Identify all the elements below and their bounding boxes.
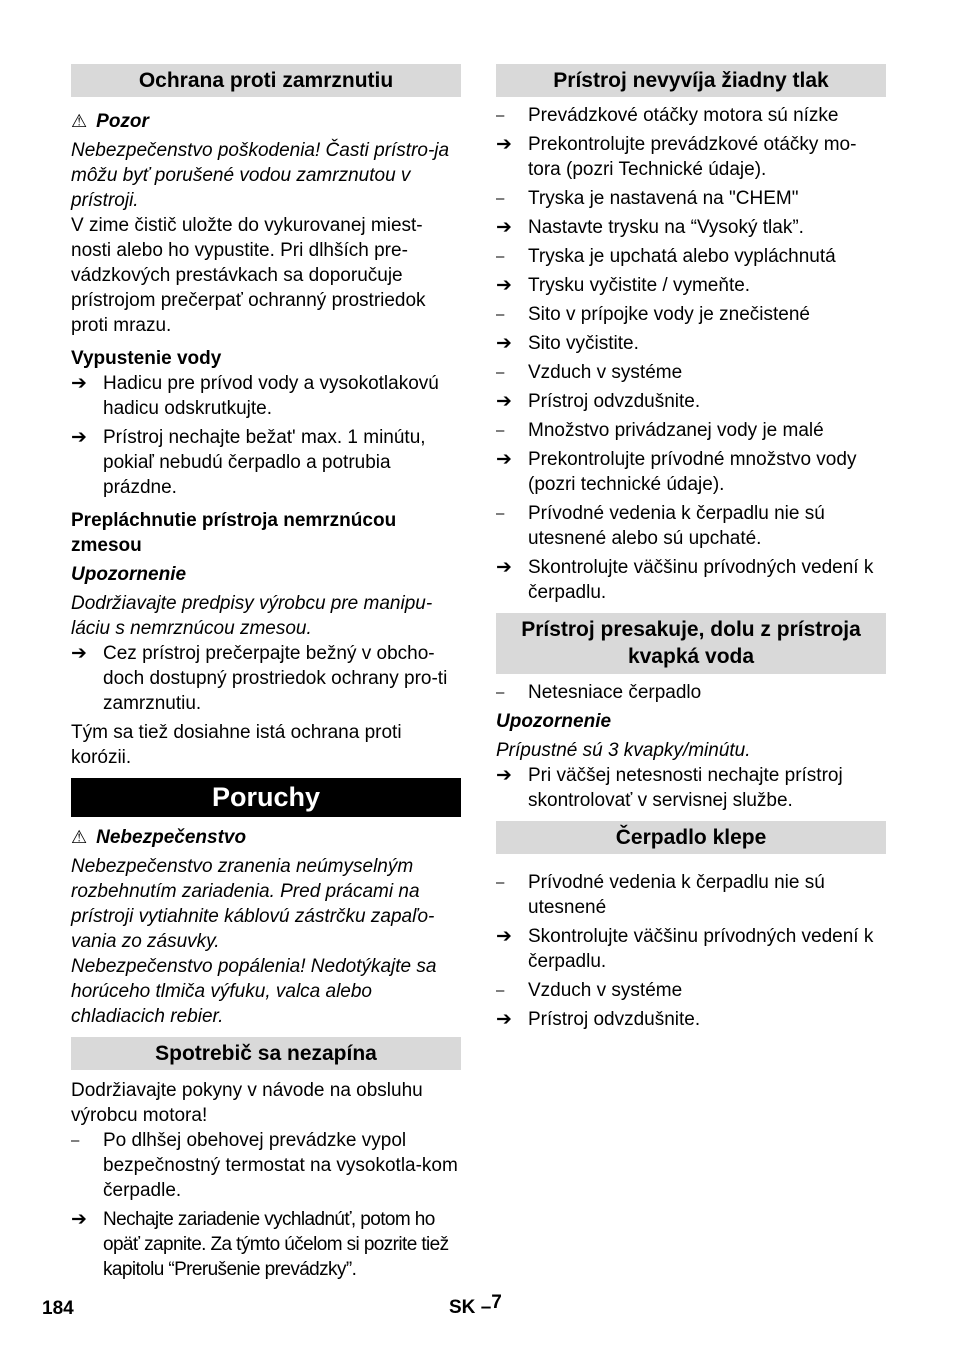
arrow-right-icon: ➔ <box>71 1209 87 1230</box>
arrow-right-icon: ➔ <box>496 275 512 296</box>
fault-remedy: ➔ Prekontrolujte prívodné množstvo vody (pozri technické údaje). <box>496 449 857 495</box>
section-heading-frost: Ochrana proti zamrznutiu <box>71 64 461 97</box>
flush-step: ➔ Cez prístroj prečerpajte bežný v obcho-doch dostupný prostriedok ochrany pro-ti zamrznutiu. <box>71 643 448 714</box>
arrow-right-icon: ➔ <box>71 643 87 664</box>
fault-cause: – Tryska je nastavená na "CHEM" <box>496 188 799 209</box>
winter-text: V zime čistič uložte do vykurovanej miest-nosti alebo ho vypustite. Pri dlhších pre-vádzkových prestávkach sa doporučuje prístrojom prečerpať ochranný prostriedok proti mrazu. <box>71 215 426 336</box>
fault-remedy: ➔ Skontrolujte väčšinu prívodných vedení k čerpadlu. <box>496 557 874 603</box>
arrow-right-icon: ➔ <box>496 449 512 470</box>
section-heading-knock: Čerpadlo klepe <box>496 821 886 854</box>
dash-bullet: – <box>71 1132 80 1149</box>
arrow-right-icon: ➔ <box>496 926 512 947</box>
section-heading-nostart: Spotrebič sa nezapína <box>71 1037 461 1070</box>
note-text: Dodržiavajte predpisy výrobcu pre manipu-láciu s nemrznúcou zmesou. <box>71 593 433 639</box>
arrow-right-icon: ➔ <box>71 373 87 394</box>
flush-result: Tým sa tiež dosiahne istá ochrana proti korózii. <box>71 722 402 768</box>
dash-bullet: – <box>496 306 505 323</box>
nostart-cause: – Po dlhšej obehovej prevádzke vypol bezpečnostný termostat na vysokotla-kom čerpadle. <box>71 1130 458 1201</box>
drain-step: ➔ Hadicu pre prívod vody a vysokotlakovú hadicu odskrutkujte. <box>71 373 439 419</box>
arrow-right-icon: ➔ <box>496 765 512 786</box>
leak-remedy: ➔ Pri väčšej netesnosti nechajte prístroj skontrolovať v servisnej službe. <box>496 765 843 811</box>
caution-text: Nebezpečenstvo poškodenia! Časti prístro-ja môžu byť porušené vodou zamrznutou v prístroji. <box>71 140 450 211</box>
arrow-right-icon: ➔ <box>496 1009 512 1030</box>
danger-label-row <box>71 825 461 850</box>
nostart-text: Dodržiavajte pokyny v návode na obsluhu výrobcu motora! <box>71 1080 423 1126</box>
arrow-right-icon: ➔ <box>496 391 512 412</box>
caution-label-row <box>71 109 461 134</box>
faults-heading: Poruchy <box>71 778 461 817</box>
fault-cause: – Vzduch v systéme <box>496 362 683 383</box>
danger-label: Nebezpečenstvo <box>96 827 247 848</box>
fault-remedy: ➔ Nastavte trysku na “Vysoký tlak”. <box>496 217 804 238</box>
drain-heading: Vypustenie vody <box>71 348 222 369</box>
dash-bullet: – <box>496 248 505 265</box>
fault-remedy: ➔ Prekontrolujte prevádzkové otáčky mo-tora (pozri Technické údaje). <box>496 134 857 180</box>
dash-bullet: – <box>496 107 505 124</box>
fault-cause: – Prívodné vedenia k čerpadlu nie sú utesnené alebo sú upchaté. <box>496 503 825 549</box>
nostart-remedy: ➔ Nechajte zariadenie vychladnúť, potom ho opäť zapnite. Za týmto účelom si pozrite tiež kapitolu “Prerušenie prevádzky”. <box>71 1209 449 1280</box>
dash-bullet: – <box>496 190 505 207</box>
fault-remedy: ➔ Sito vyčistite. <box>496 333 639 354</box>
fault-remedy: ➔ Prístroj odvzdušnite. <box>496 391 701 412</box>
dash-bullet: – <box>496 364 505 381</box>
section-heading-nopressure: Prístroj nevyvíja žiadny tlak <box>496 64 886 97</box>
warning-triangle-icon: ⚠ <box>71 111 88 131</box>
fault-remedy: ➔ Skontrolujte väčšinu prívodných vedení k čerpadlu. <box>496 926 874 972</box>
dash-bullet: – <box>496 684 505 701</box>
danger-text-2: Nebezpečenstvo popálenia! Nedotýkajte sa horúceho tlmiča výfuku, valca alebo chladiacich rebier. <box>71 956 437 1027</box>
knock-list <box>496 870 886 1032</box>
dash-bullet: – <box>496 422 505 439</box>
note-label: Upozornenie <box>71 564 187 585</box>
fault-cause: – Množstvo privádzanej vody je malé <box>496 420 824 441</box>
arrow-right-icon: ➔ <box>496 217 512 238</box>
section-page-label: SK –7 <box>449 1292 502 1318</box>
dash-bullet: – <box>496 505 505 522</box>
fault-cause: – Prevádzkové otáčky motora sú nízke <box>496 105 839 126</box>
fault-cause: – Tryska je upchatá alebo vypláchnutá <box>496 246 836 267</box>
arrow-right-icon: ➔ <box>496 557 512 578</box>
fault-cause: – Prívodné vedenia k čerpadlu nie sú utesnené <box>496 872 825 918</box>
section-heading-leak: Prístroj presakuje, dolu z prístroja kvapká voda <box>496 613 886 674</box>
drain-step: ➔ Prístroj nechajte bežat' max. 1 minútu, pokiaľ nebudú čerpadlo a potrubia prázdne. <box>71 427 426 498</box>
fault-remedy: ➔ Prístroj odvzdušnite. <box>496 1009 701 1030</box>
warning-triangle-icon: ⚠ <box>71 827 88 847</box>
dash-bullet: – <box>496 982 505 999</box>
arrow-right-icon: ➔ <box>71 427 87 448</box>
leak-cause: – Netesniace čerpadlo <box>496 682 702 703</box>
leak-note-label: Upozornenie <box>496 711 612 732</box>
flush-heading: Prepláchnutie prístroja nemrznúcou zmesou <box>71 510 397 556</box>
fault-cause: – Sito v prípojke vody je znečistené <box>496 304 810 325</box>
right-column <box>496 64 886 1032</box>
page-number: 184 <box>42 1298 74 1319</box>
dash-bullet: – <box>496 874 505 891</box>
nopressure-list <box>496 103 886 605</box>
caution-label: Pozor <box>96 111 149 132</box>
fault-cause: – Vzduch v systéme <box>496 980 683 1001</box>
arrow-right-icon: ➔ <box>496 333 512 354</box>
arrow-right-icon: ➔ <box>496 134 512 155</box>
left-column <box>71 64 461 1282</box>
fault-remedy: ➔ Trysku vyčistite / vymeňte. <box>496 275 751 296</box>
danger-text-1: Nebezpečenstvo zranenia neúmyselným rozbehnutím zariadenia. Pred prácami na prístroji vytiahnite káblovú zástrčku zapaľo-vania zo zásuvky. <box>71 856 435 952</box>
leak-note-text: Prípustné sú 3 kvapky/minútu. <box>496 740 751 761</box>
